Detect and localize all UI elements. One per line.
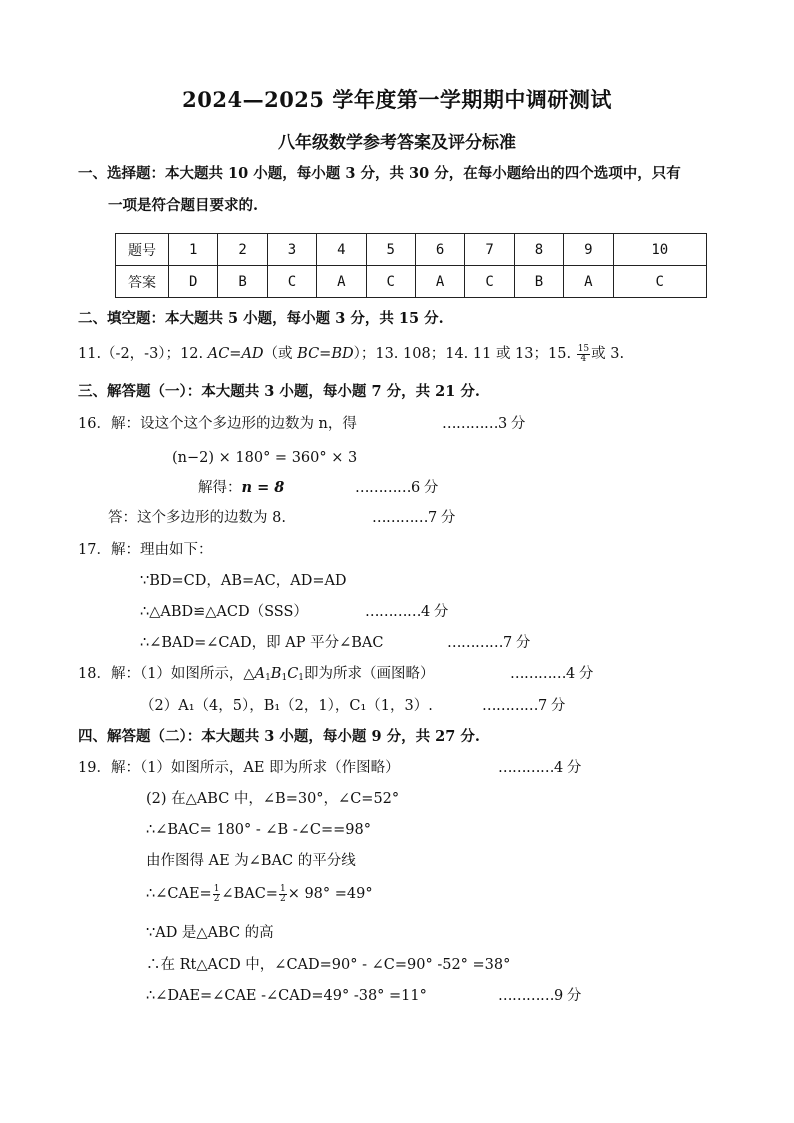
section1-heading-line1: 一、选择题：本大题共 10 小题，每小题 3 分，共 30 分，在每小题给出的四个选项中，只有	[78, 165, 681, 182]
q18-score2: …………7 分	[482, 698, 565, 714]
q19-score1: …………4 分	[498, 760, 581, 776]
table-cell-answer: A	[564, 266, 613, 298]
answer-12-suffix: ）；	[353, 346, 376, 362]
q19-line6: ∵AD 是△ABC 的高	[146, 925, 274, 941]
section3-heading: 三、解答题（一）：本大题共 3 小题，每小题 7 分，共 21 分.	[78, 383, 480, 400]
q19-line3: ∴∠BAC= 180° - ∠B -∠C==98°	[146, 822, 371, 838]
q16-score3: …………7 分	[372, 510, 455, 526]
table-header-question-number: 题号	[116, 234, 169, 266]
table-cell-number: 10	[613, 234, 706, 266]
q17-line2: ∵BD=CD，AB=AC，AD=AD	[140, 573, 347, 589]
answer-table	[115, 233, 707, 298]
section1-heading-line2: 一项是符合题目要求的.	[108, 197, 259, 214]
section2-heading: 二、填空题：本大题共 5 小题，每小题 3 分，共 15 分.	[78, 310, 444, 327]
q16-line1: 16．解：设这个这个多边形的边数为 n，得	[78, 416, 357, 432]
table-cell-answer: D	[169, 266, 218, 298]
q19-line8: ∴∠DAE=∠CAE -∠CAD=49° -38° =11°	[146, 988, 427, 1004]
q19-score2: …………9 分	[498, 988, 581, 1004]
answer-11: 11.（-2，-3）；	[78, 346, 181, 362]
q17-line4: ∴∠BAD=∠CAD，即 AP 平分∠BAC	[140, 635, 384, 651]
fraction-one-half: $\frac{1}{2}$	[213, 883, 220, 904]
table-cell-number: 5	[366, 234, 415, 266]
table-cell-answer: B	[218, 266, 267, 298]
q16-line2: (n−2) × 180° = 360° × 3	[172, 450, 358, 466]
q17-line3: ∴△ABD≌△ACD（SSS）	[140, 604, 308, 620]
table-cell-number: 6	[415, 234, 464, 266]
q18-line1: 18．解：（1）如图所示，$\triangle A_1B_1C_1$即为所求（画图略）	[78, 666, 435, 683]
table-cell-number: 8	[514, 234, 563, 266]
page-title: 2024—2025 学年度第一学期期中调研测试	[182, 87, 612, 112]
answer-14: 14. 11 或 13；	[445, 346, 549, 362]
answer-15-suffix: 或 3.	[591, 346, 625, 362]
table-cell-answer: C	[267, 266, 316, 298]
q19-line7: ∴在 Rt△ACD 中，∠CAD=90° - ∠C=90° -52° =38°	[146, 957, 511, 973]
fill-in-answers	[78, 344, 624, 364]
table-cell-answer: A	[317, 266, 366, 298]
table-cell-answer: B	[514, 266, 563, 298]
page-subtitle: 八年级数学参考答案及评分标准	[278, 133, 516, 153]
q19-line2: (2) 在△ABC 中，∠B=30°，∠C=52°	[146, 791, 400, 807]
answer-13: 13. 108；	[375, 346, 446, 362]
q19-line5: ∴∠CAE= $\frac{1}{2}$ ∠BAC= $\frac{1}{2}$ × 98° =49°	[146, 883, 373, 904]
table-cell-number: 1	[169, 234, 218, 266]
answer-12-math1: AC=AD	[207, 346, 264, 362]
table-cell-answer: C	[366, 266, 415, 298]
section4-heading: 四、解答题（二）：本大题共 3 小题，每小题 9 分，共 27 分.	[78, 728, 480, 745]
q16-score2: …………6 分	[355, 480, 438, 496]
answer-12-prefix: 12.	[180, 346, 208, 362]
table-cell-answer: C	[465, 266, 514, 298]
q16-line4: 答：这个多边形的边数为 8.	[108, 510, 286, 526]
q17-score2: …………7 分	[447, 635, 530, 651]
table-cell-number: 3	[267, 234, 316, 266]
table-cell-number: 4	[317, 234, 366, 266]
table-cell-number: 9	[564, 234, 613, 266]
q17-line1: 17．解：理由如下：	[78, 542, 213, 558]
q19-line4: 由作图得 AE 为∠BAC 的平分线	[146, 853, 356, 869]
table-cell-number: 2	[218, 234, 267, 266]
answer-table-answer-row	[116, 266, 707, 298]
table-cell-answer: C	[613, 266, 706, 298]
q18-line2: （2）A₁（4，5），B₁（2，1），C₁（1，3）.	[140, 698, 433, 714]
fraction-15-over-4: $\frac{15}{4}$	[577, 343, 590, 364]
answer-12-math2: BC=BD	[297, 346, 354, 362]
answer-12-mid: （或	[263, 346, 298, 362]
table-cell-number: 7	[465, 234, 514, 266]
q16-score1: …………3 分	[442, 416, 525, 432]
table-header-answer: 答案	[116, 266, 169, 298]
q16-line3: 解得：n = 8	[198, 479, 285, 496]
answer-15-prefix: 15.	[548, 346, 576, 362]
fraction-one-half: $\frac{1}{2}$	[279, 883, 286, 904]
table-cell-answer: A	[415, 266, 464, 298]
q19-line1: 19．解：（1）如图所示，AE 即为所求（作图略）	[78, 760, 400, 776]
answer-table-number-row	[116, 234, 707, 266]
q17-score1: …………4 分	[365, 604, 448, 620]
q18-score1: …………4 分	[510, 666, 593, 682]
